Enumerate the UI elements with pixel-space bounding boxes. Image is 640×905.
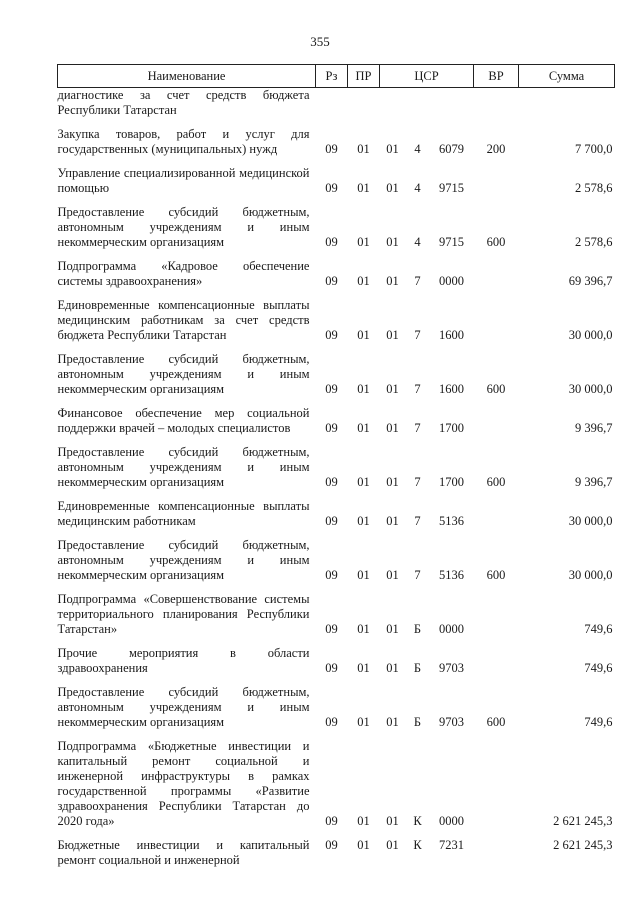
row-csr-2: 7 xyxy=(414,382,421,396)
header-csr: ЦСР xyxy=(380,65,474,88)
row-pr: 01 xyxy=(357,142,370,156)
table-row xyxy=(58,829,615,868)
row-csr-3: 1700 xyxy=(439,475,464,489)
row-csr-2: Б xyxy=(413,715,422,729)
row-csr-3: 9703 xyxy=(439,715,464,729)
row-pr: 01 xyxy=(357,181,370,195)
budget-table xyxy=(57,64,615,868)
row-sum: 7 700,0 xyxy=(575,142,613,156)
row-csr-3: 1600 xyxy=(439,328,464,342)
row-vr: 600 xyxy=(486,568,506,582)
row-csr-1: 01 xyxy=(386,382,399,396)
row-vr: 600 xyxy=(486,475,506,489)
row-name: Единовременные компенсационные выплаты медицинским работникам за счет средств бюджета Республики Татарстан xyxy=(57,298,310,342)
table-row xyxy=(58,583,615,637)
row-csr-3: 1600 xyxy=(439,382,464,396)
row-name: Управление специализированной медицинской помощью xyxy=(57,166,310,195)
row-sum: 749,6 xyxy=(584,661,613,675)
row-csr-2: 7 xyxy=(414,421,421,435)
row-rz: 09 xyxy=(325,328,338,342)
row-csr-1: 01 xyxy=(386,814,399,828)
table-row xyxy=(58,88,615,119)
row-csr-3: 9703 xyxy=(439,661,464,675)
table-row xyxy=(58,196,615,250)
table-row xyxy=(58,637,615,676)
row-csr-2: 7 xyxy=(414,514,421,528)
row-vr xyxy=(474,88,519,119)
table-row xyxy=(58,490,615,529)
row-rz: 09 xyxy=(325,142,338,156)
table-row xyxy=(58,343,615,397)
header-rz: Рз xyxy=(316,65,348,88)
row-csr-2: 7 xyxy=(414,568,421,582)
row-sum: 2 621 245,3 xyxy=(553,838,613,852)
row-csr-3: 0000 xyxy=(439,274,464,288)
table-row xyxy=(58,157,615,196)
row-csr-1 xyxy=(380,88,406,119)
row-vr xyxy=(474,157,519,196)
row-csr-3: 0000 xyxy=(439,814,464,828)
row-name: Предоставление субсидий бюджетным, автономным учреждениям и иным некоммерческим организациям xyxy=(57,205,310,249)
row-name: Единовременные компенсационные выплаты медицинским работникам xyxy=(57,499,310,528)
row-pr: 01 xyxy=(357,661,370,675)
row-rz: 09 xyxy=(325,421,338,435)
table-row xyxy=(58,250,615,289)
row-rz: 09 xyxy=(325,715,338,729)
row-vr xyxy=(474,490,519,529)
row-rz: 09 xyxy=(325,235,338,249)
row-csr-3: 9715 xyxy=(439,235,464,249)
row-vr xyxy=(474,730,519,829)
table-row xyxy=(58,118,615,157)
row-pr xyxy=(348,88,380,119)
row-sum: 749,6 xyxy=(584,715,613,729)
row-sum: 9 396,7 xyxy=(575,421,613,435)
row-csr-3: 7231 xyxy=(439,838,464,852)
row-csr-3 xyxy=(430,88,474,119)
row-pr: 01 xyxy=(357,235,370,249)
row-vr xyxy=(474,829,519,868)
row-name: диагностике за счет средств бюджета Республики Татарстан xyxy=(57,88,310,117)
row-sum: 2 578,6 xyxy=(575,235,613,249)
row-pr: 01 xyxy=(357,421,370,435)
row-csr-1: 01 xyxy=(386,421,399,435)
row-name: Предоставление субсидий бюджетным, автономным учреждениям и иным некоммерческим организациям xyxy=(57,538,310,582)
row-csr-1: 01 xyxy=(386,514,399,528)
header-vr: ВР xyxy=(474,65,519,88)
row-pr: 01 xyxy=(357,838,370,852)
row-name: Закупка товаров, работ и услуг для государственных (муниципальных) нужд xyxy=(57,127,310,156)
header-name: Наименование xyxy=(58,65,316,88)
row-sum xyxy=(519,88,615,119)
row-vr xyxy=(474,637,519,676)
table-row xyxy=(58,436,615,490)
row-sum: 69 396,7 xyxy=(568,274,613,288)
table-header xyxy=(58,65,615,88)
row-csr-1: 01 xyxy=(386,838,399,852)
row-sum: 30 000,0 xyxy=(568,382,613,396)
row-csr-2: 7 xyxy=(414,475,421,489)
row-rz: 09 xyxy=(325,814,338,828)
row-vr xyxy=(474,289,519,343)
table-row xyxy=(58,289,615,343)
row-sum: 30 000,0 xyxy=(568,568,613,582)
row-csr-1: 01 xyxy=(386,274,399,288)
row-csr-1: 01 xyxy=(386,235,399,249)
row-pr: 01 xyxy=(357,274,370,288)
row-csr-3: 6079 xyxy=(439,142,464,156)
row-sum: 749,6 xyxy=(584,622,613,636)
row-csr-2: 4 xyxy=(414,181,421,195)
row-csr-1: 01 xyxy=(386,622,399,636)
row-vr: 600 xyxy=(486,382,506,396)
row-sum: 2 621 245,3 xyxy=(553,814,613,828)
row-csr-2: Б xyxy=(413,622,422,636)
row-pr: 01 xyxy=(357,568,370,582)
row-csr-3: 9715 xyxy=(439,181,464,195)
header-pr: ПР xyxy=(348,65,380,88)
table-row xyxy=(58,529,615,583)
row-csr-1: 01 xyxy=(386,661,399,675)
row-pr: 01 xyxy=(357,814,370,828)
row-rz: 09 xyxy=(325,568,338,582)
row-csr-3: 1700 xyxy=(439,421,464,435)
row-csr-1: 01 xyxy=(386,181,399,195)
row-rz: 09 xyxy=(325,181,338,195)
row-csr-3: 5136 xyxy=(439,568,464,582)
row-pr: 01 xyxy=(357,514,370,528)
row-name: Предоставление субсидий бюджетным, автономным учреждениям и иным некоммерческим организациям xyxy=(57,685,310,729)
row-name: Финансовое обеспечение мер социальной поддержки врачей – молодых специалистов xyxy=(57,406,310,435)
row-rz: 09 xyxy=(325,838,338,852)
row-csr-1: 01 xyxy=(386,328,399,342)
row-csr-2: Б xyxy=(413,661,422,675)
table-row xyxy=(58,397,615,436)
page-number: 355 xyxy=(310,34,330,49)
row-csr-2: 4 xyxy=(414,142,421,156)
row-vr: 600 xyxy=(486,235,506,249)
row-csr-1: 01 xyxy=(386,715,399,729)
row-sum: 9 396,7 xyxy=(575,475,613,489)
header-sum: Сумма xyxy=(519,65,615,88)
row-rz: 09 xyxy=(325,475,338,489)
row-pr: 01 xyxy=(357,382,370,396)
row-pr: 01 xyxy=(357,622,370,636)
row-csr-3: 5136 xyxy=(439,514,464,528)
row-rz: 09 xyxy=(325,514,338,528)
row-name: Прочие мероприятия в области здравоохранения xyxy=(57,646,310,675)
row-sum: 30 000,0 xyxy=(568,514,613,528)
row-csr-2: К xyxy=(413,838,422,852)
row-rz: 09 xyxy=(325,274,338,288)
row-vr: 600 xyxy=(486,715,506,729)
row-csr-2: 7 xyxy=(414,274,421,288)
row-vr xyxy=(474,250,519,289)
row-csr-2: 7 xyxy=(414,328,421,342)
row-name: Подпрограмма «Совершенствование системы территориального планирования Республики Татарстан» xyxy=(57,592,310,636)
row-vr xyxy=(474,397,519,436)
row-pr: 01 xyxy=(357,328,370,342)
row-csr-2: 4 xyxy=(414,235,421,249)
row-rz xyxy=(316,88,348,119)
row-rz: 09 xyxy=(325,661,338,675)
row-rz: 09 xyxy=(325,382,338,396)
row-csr-3: 0000 xyxy=(439,622,464,636)
row-csr-2: К xyxy=(413,814,422,828)
row-csr-1: 01 xyxy=(386,142,399,156)
row-vr xyxy=(474,583,519,637)
table-row xyxy=(58,730,615,829)
row-sum: 30 000,0 xyxy=(568,328,613,342)
row-sum: 2 578,6 xyxy=(575,181,613,195)
row-name: Подпрограмма «Кадровое обеспечение системы здравоохранения» xyxy=(57,259,310,288)
row-csr-1: 01 xyxy=(386,475,399,489)
row-name: Подпрограмма «Бюджетные инвестиции и капитальный ремонт социальной и инженерной инфраструктуры в рамках государственной программы «Развитие здравоохранения Республики Татарстан до 2020 года» xyxy=(57,739,310,828)
row-csr-2 xyxy=(406,88,430,119)
row-csr-1: 01 xyxy=(386,568,399,582)
row-pr: 01 xyxy=(357,475,370,489)
row-name: Предоставление субсидий бюджетным, автономным учреждениям и иным некоммерческим организациям xyxy=(57,445,310,489)
table-row xyxy=(58,676,615,730)
row-rz: 09 xyxy=(325,622,338,636)
row-name: Предоставление субсидий бюджетным, автономным учреждениям и иным некоммерческим организациям xyxy=(57,352,310,396)
row-name: Бюджетные инвестиции и капитальный ремонт социальной и инженерной xyxy=(57,838,310,867)
row-pr: 01 xyxy=(357,715,370,729)
row-vr: 200 xyxy=(486,142,506,156)
